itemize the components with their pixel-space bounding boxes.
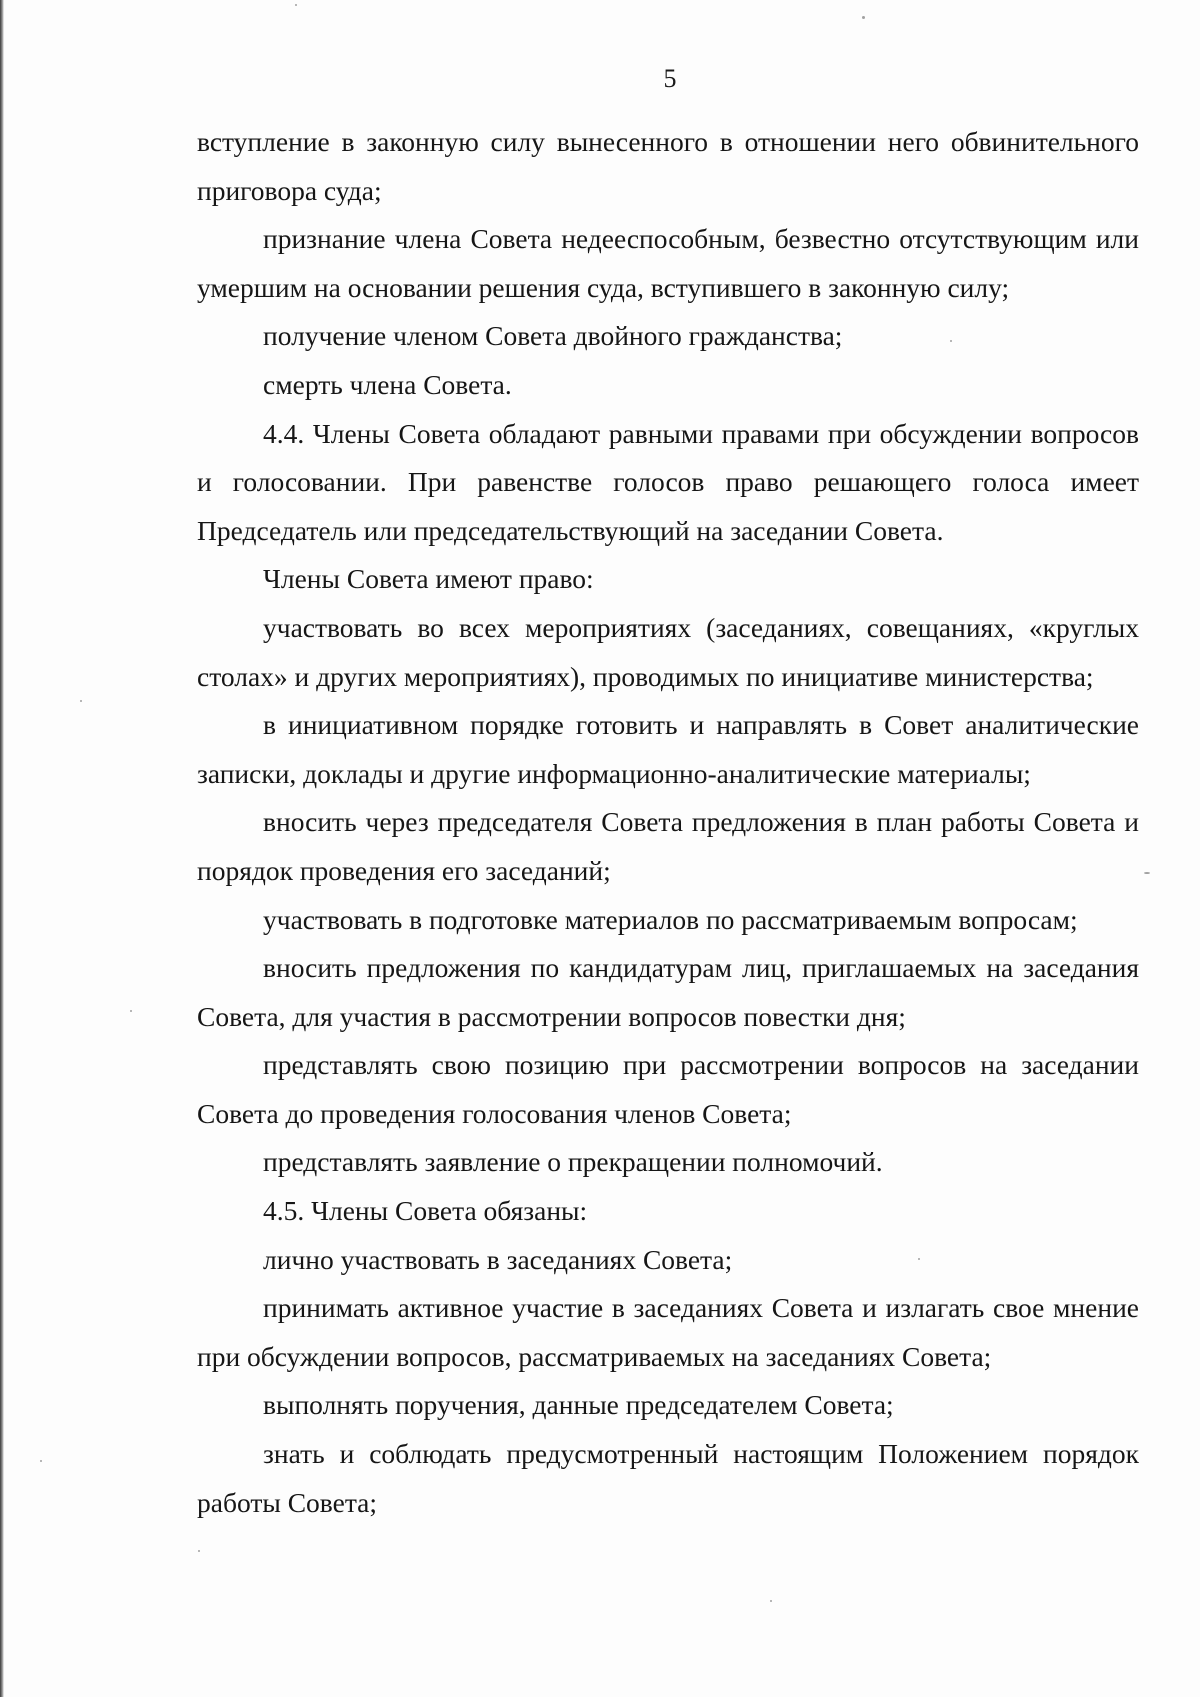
paragraph: представлять заявление о прекращении полномочий.: [263, 1146, 883, 1178]
paragraph: получение членом Совета двойного гражданства;: [263, 320, 843, 352]
scan-speck: [295, 4, 297, 6]
paragraph: вносить предложения по кандидатурам лиц, приглашаемых на заседания Совета, для участия в рассмотрении вопросов повестки дня;: [197, 952, 1139, 1032]
paragraph: представлять свою позицию при рассмотрении вопросов на заседании Совета до проведения голосования членов Совета;: [197, 1049, 1139, 1129]
paragraph: участвовать в подготовке материалов по рассматриваемым вопросам;: [263, 903, 1078, 935]
paragraph: вступление в законную силу вынесенного в отношении него обвинительного приговора суда;: [197, 126, 1139, 206]
scan-binding-edge: [0, 0, 4, 1697]
paragraph: принимать активное участие в заседаниях Совета и излагать свое мнение при обсуждении вопросов, рассматриваемых на заседаниях Совета;: [197, 1292, 1139, 1372]
scan-speck: [40, 1460, 42, 1462]
paragraph: Члены Совета имеют право:: [263, 563, 594, 595]
paragraph-section-4-5: 4.5. Члены Совета обязаны:: [263, 1195, 588, 1227]
paragraph: знать и соблюдать предусмотренный настоящим Положением порядок работы Совета;: [197, 1438, 1139, 1518]
scan-speck: [198, 1550, 200, 1552]
scan-speck: [862, 16, 865, 19]
paragraph: вносить через председателя Совета предложения в план работы Совета и порядок проведения его заседаний;: [197, 806, 1139, 886]
document-body: [197, 118, 1139, 1527]
paragraph: лично участвовать в заседаниях Совета;: [263, 1243, 733, 1275]
scan-speck: [80, 700, 82, 702]
paragraph: признание члена Совета недееспособным, безвестно отсутствующим или умершим на основании решения суда, вступившего в законную силу;: [197, 223, 1139, 303]
scan-speck: [770, 1600, 772, 1602]
paragraph: участвовать во всех мероприятиях (заседаниях, совещаниях, «круглых столах» и других мероприятиях), проводимых по инициативе министерства;: [197, 611, 1139, 692]
paragraph: выполнять поручения, данные председателем Совета;: [263, 1389, 894, 1421]
paragraph: в инициативном порядке готовить и направлять в Совет аналитические записки, доклады и другие информационно-аналитические материалы;: [197, 709, 1139, 789]
scan-speck: [1144, 872, 1150, 874]
scan-speck: [130, 1010, 132, 1012]
paragraph: смерть члена Совета.: [263, 368, 512, 400]
paragraph-section-4-4: 4.4. Члены Совета обладают равными правами при обсуждении вопросов и голосовании. При равенстве голосов право решающего голоса имеет Председатель или председательствующий на заседании Совета.: [197, 417, 1139, 546]
page-number: 5: [663, 64, 677, 93]
